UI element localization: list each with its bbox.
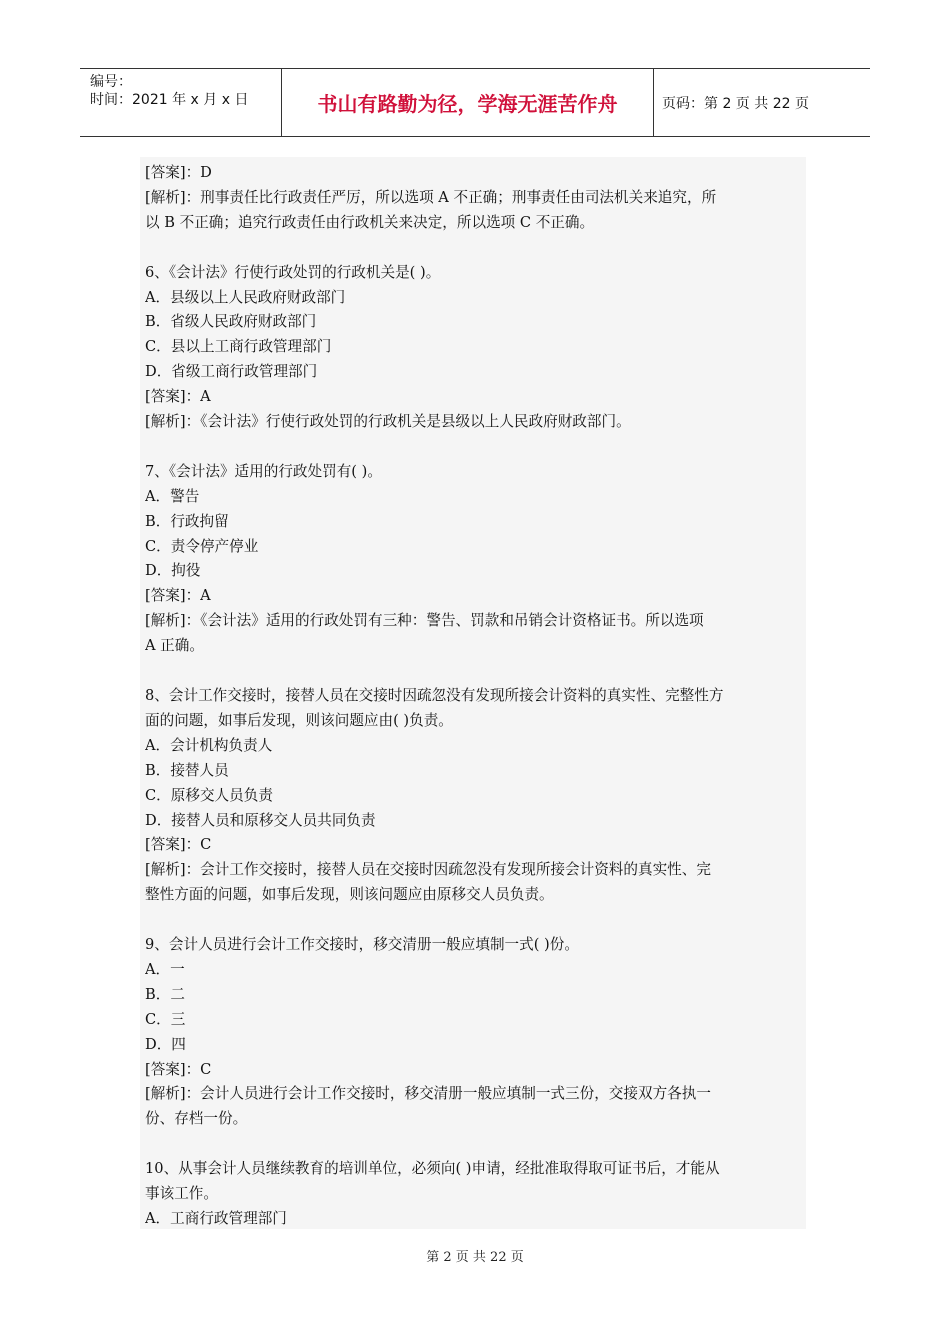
text-line: 7、《会计法》适用的行政处罚有( )。: [145, 462, 382, 480]
page-header: [80, 68, 870, 137]
text-line: 6、《会计法》行使行政处罚的行政机关是( )。: [145, 263, 441, 281]
text-line: C．原移交人员负责: [145, 786, 273, 804]
text-line: [解析]：《会计法》行使行政处罚的行政机关是县级以上人民政府财政部门。: [145, 413, 631, 431]
text-line: A．一: [145, 960, 185, 978]
text-line: B．省级人民政府财政部门: [145, 313, 317, 331]
text-line: A．会计机构负责人: [145, 736, 273, 754]
text-line: D．拘役: [145, 562, 201, 580]
paragraph-gap: [145, 1132, 802, 1157]
answer-block: [145, 161, 802, 236]
text-line: 以 B 不正确；追究行政责任由行政机关来决定，所以选项 C 不正确。: [145, 213, 595, 231]
text-line: A．警告: [145, 487, 200, 505]
text-line: B．行政拘留: [145, 512, 229, 530]
page-footer: 第 2 页 共 22 页: [426, 1250, 524, 1265]
text-line: [解析]：会计工作交接时，接替人员在交接时因疏忽没有发现所接会计资料的真实性、完: [145, 861, 711, 879]
time-label: 时间：2021 年 x 月 x 日: [90, 92, 249, 108]
text-line: 份、存档一份。: [145, 1110, 248, 1128]
paragraph-gap: [145, 236, 802, 261]
paragraph-gap: [145, 908, 802, 933]
text-line: D．省级工商行政管理部门: [145, 363, 318, 381]
question-block: [145, 1157, 802, 1232]
text-line: [解析]：《会计法》适用的行政处罚有三种：警告、罚款和吊销会计资格证书。所以选项: [145, 612, 704, 630]
text-line: 9、会计人员进行会计工作交接时，移交清册一般应填制一式( )份。: [145, 936, 579, 954]
text-line: 事该工作。: [145, 1185, 218, 1203]
text-line: A．工商行政管理部门: [145, 1209, 287, 1227]
text-line: C．三: [145, 1010, 186, 1028]
text-line: [解析]：会计人员进行会计工作交接时，移交清册一般应填制一式三份，交接双方各执一: [145, 1085, 711, 1103]
paragraph-gap: [145, 435, 802, 460]
text-line: 整性方面的问题，如事后发现，则该问题应由原移交人员负责。: [145, 886, 554, 904]
text-line: B．二: [145, 985, 185, 1003]
text-line: D．四: [145, 1035, 186, 1053]
text-line: [答案]：A: [145, 388, 211, 406]
text-line: [答案]：A: [145, 587, 211, 605]
text-line: A 正确。: [145, 637, 204, 655]
question-block: [145, 684, 802, 908]
text-line: 8、会计工作交接时，接替人员在交接时因疏忽没有发现所接会计资料的真实性、完整性方: [145, 686, 724, 704]
header-page-info: 页码：第 2 页 共 22 页: [662, 95, 809, 112]
question-block: [145, 261, 802, 435]
text-line: 面的问题，如事后发现，则该问题应由( )负责。: [145, 711, 453, 729]
number-label: 编号：: [90, 74, 132, 90]
text-line: [答案]：C: [145, 836, 212, 854]
text-line: D．接替人员和原移交人员共同负责: [145, 811, 376, 829]
text-line: A．县级以上人民政府财政部门: [145, 288, 346, 306]
text-line: [解析]：刑事责任比行政责任严厉，所以选项 A 不正确；刑事责任由司法机关来追究，所: [145, 188, 717, 206]
header-motto: 书山有路勤为径，学海无涯苦作舟: [282, 69, 654, 136]
text-line: [答案]：D: [145, 164, 212, 181]
question-block: [145, 933, 802, 1132]
header-meta: [80, 69, 282, 136]
text-line: [答案]：C: [145, 1060, 212, 1078]
text-line: B．接替人员: [145, 761, 229, 779]
text-line: 10、从事会计人员继续教育的培训单位，必须向( )申请，经批准取得取可证书后，才能从: [145, 1160, 720, 1178]
question-block: [145, 460, 802, 659]
text-line: C．责令停产停业: [145, 537, 259, 555]
paragraph-gap: [145, 659, 802, 684]
document-body: [140, 157, 806, 1229]
text-line: C．县以上工商行政管理部门: [145, 338, 332, 356]
